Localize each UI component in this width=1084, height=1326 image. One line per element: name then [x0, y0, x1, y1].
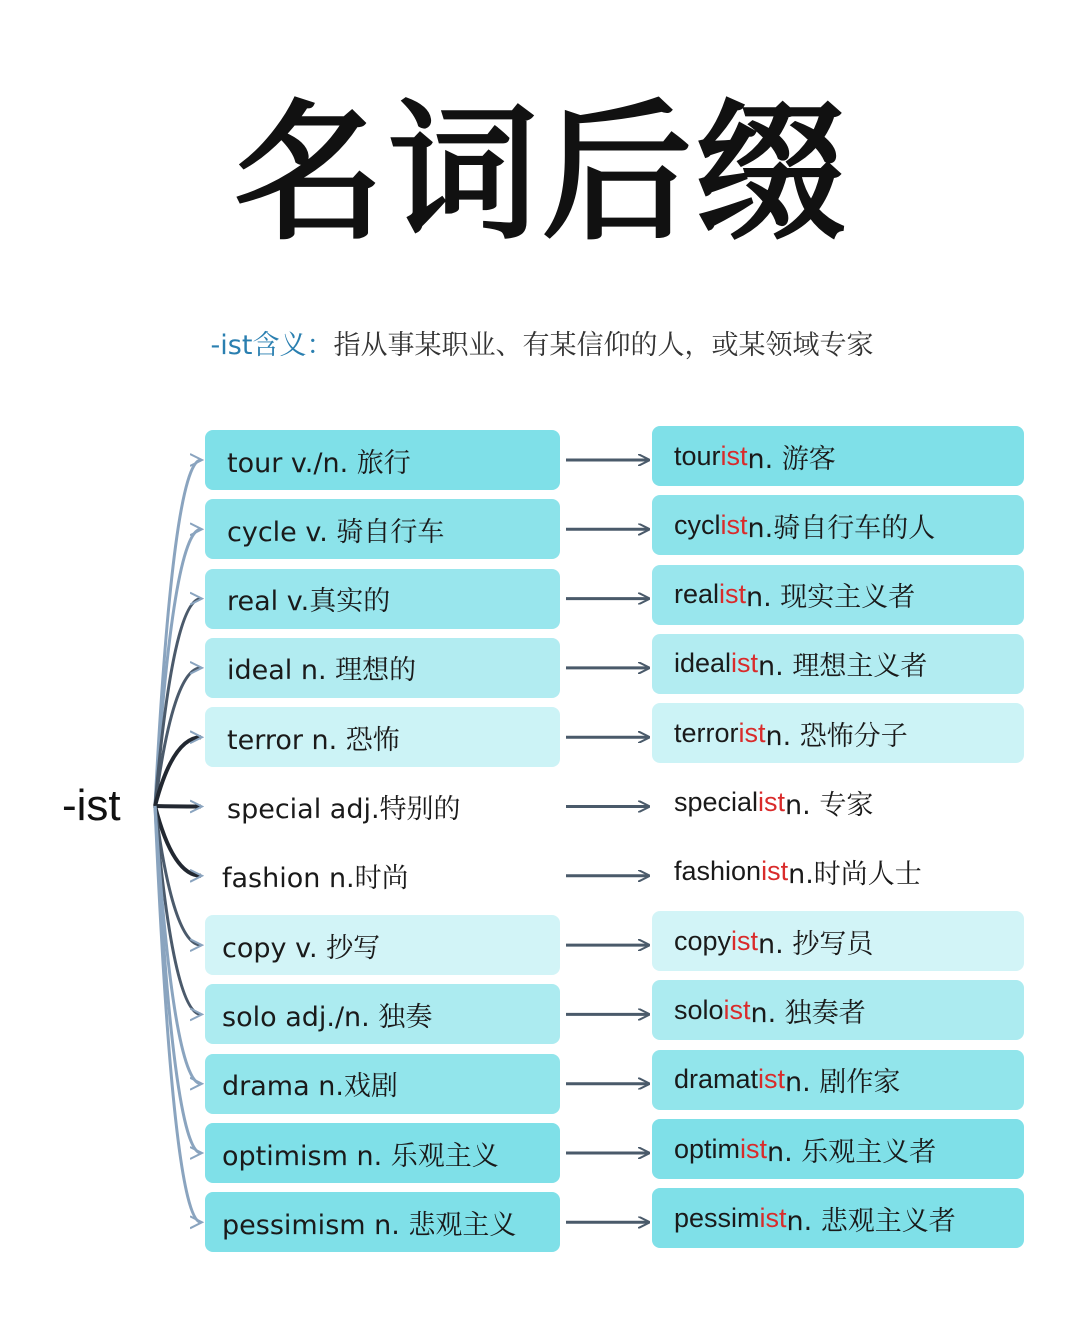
- derived-word-stem: optim: [674, 1133, 741, 1164]
- source-word-box: [205, 569, 560, 629]
- derived-word-box: [652, 1188, 1024, 1248]
- derived-word-suffix: ist: [738, 717, 766, 748]
- source-word: terror n. 恐怖: [227, 724, 400, 756]
- derived-word-meaning: n. 现实主义者: [746, 582, 916, 614]
- derived-word-box: [652, 565, 1024, 625]
- derived-word-suffix: ist: [723, 994, 751, 1025]
- derived-word-suffix: ist: [719, 579, 747, 610]
- derived-word-box: [652, 426, 1024, 486]
- derived-word-meaning: n. 乐观主义者: [767, 1136, 937, 1168]
- suffix-root: -ist: [62, 781, 121, 830]
- source-word: copy v. 抄写: [222, 932, 381, 964]
- derived-word-meaning: n. 专家: [785, 790, 874, 821]
- source-word: fashion n.时尚: [222, 863, 409, 895]
- source-word-box: [205, 1123, 560, 1183]
- derived-word-box: [652, 703, 1024, 763]
- source-word-box: [205, 984, 560, 1044]
- derived-word-suffix: ist: [758, 787, 786, 817]
- derived-word-box: [652, 911, 1024, 971]
- derived-word-meaning: n. 游客: [747, 443, 836, 475]
- derived-word-suffix: ist: [720, 509, 748, 540]
- derived-word-suffix: ist: [758, 1064, 786, 1095]
- derived-word-suffix: ist: [761, 856, 789, 887]
- source-word-box: [205, 1192, 560, 1252]
- derived-word-stem: pessim: [674, 1202, 760, 1233]
- derived-word-meaning: n. 悲观主义者: [786, 1205, 956, 1237]
- source-word-box: [205, 638, 560, 698]
- source-word: special adj.特别的: [227, 794, 461, 825]
- meaning-text: 指从事某职业、有某信仰的人，或某领域专家: [333, 330, 874, 361]
- derived-word-box: [652, 1119, 1024, 1179]
- source-word-box: [205, 777, 560, 837]
- derived-word-stem: ideal: [674, 648, 732, 679]
- derived-word-box: [652, 495, 1024, 555]
- derived-word-meaning: n.骑自行车的人: [747, 512, 936, 544]
- source-word: real v.真实的: [227, 586, 391, 618]
- fan-connector: [155, 806, 201, 807]
- derived-word-box: [652, 842, 1024, 902]
- derived-word-box: [652, 1050, 1024, 1110]
- source-word: solo adj./n. 独奏: [222, 1001, 433, 1033]
- derived-word-stem: solo: [674, 994, 724, 1025]
- derived-word-suffix: ist: [731, 925, 759, 956]
- derived-word-meaning: n. 独奏者: [750, 997, 866, 1029]
- derived-word-suffix: ist: [740, 1133, 768, 1164]
- source-word: ideal n. 理想的: [227, 655, 417, 687]
- derived-word-meaning: n. 抄写员: [758, 928, 874, 960]
- page-title: 名词后缀: [233, 85, 850, 261]
- source-word-box: [205, 1054, 560, 1114]
- source-word: optimism n. 乐观主义: [222, 1140, 499, 1172]
- source-word: cycle v. 骑自行车: [227, 516, 445, 548]
- derived-word-box: [652, 773, 1024, 833]
- source-word-box: [205, 499, 560, 559]
- derived-word-meaning: n. 恐怖分子: [765, 720, 908, 752]
- derived-word-stem: special: [674, 787, 759, 817]
- derived-word-suffix: ist: [720, 440, 748, 471]
- derived-word-box: [652, 980, 1024, 1040]
- source-word-box: [205, 707, 560, 767]
- derived-word-meaning: n. 剧作家: [785, 1067, 901, 1099]
- derived-word-stem: tour: [674, 440, 721, 471]
- source-word: drama n.戏剧: [222, 1071, 398, 1103]
- derived-word-stem: real: [674, 579, 720, 610]
- derived-word-meaning: n.时尚人士: [788, 859, 922, 891]
- derived-word-stem: cycl: [674, 509, 721, 540]
- source-word-box: [205, 430, 560, 490]
- derived-word-stem: terror: [674, 717, 739, 748]
- source-word-box: [205, 915, 560, 975]
- source-word: pessimism n. 悲观主义: [222, 1209, 517, 1241]
- derived-word-box: [652, 634, 1024, 694]
- source-word-box: [205, 846, 560, 906]
- derived-word-stem: fashion: [674, 856, 762, 887]
- source-word: tour v./n. 旅行: [227, 447, 411, 479]
- derived-word-meaning: n. 理想主义者: [758, 651, 928, 683]
- meaning-label: -ist含义：: [210, 330, 334, 361]
- derived-word-stem: copy: [674, 925, 732, 956]
- derived-word-suffix: ist: [759, 1202, 787, 1233]
- derived-word-stem: dramat: [674, 1064, 759, 1095]
- derived-word-suffix: ist: [731, 648, 759, 679]
